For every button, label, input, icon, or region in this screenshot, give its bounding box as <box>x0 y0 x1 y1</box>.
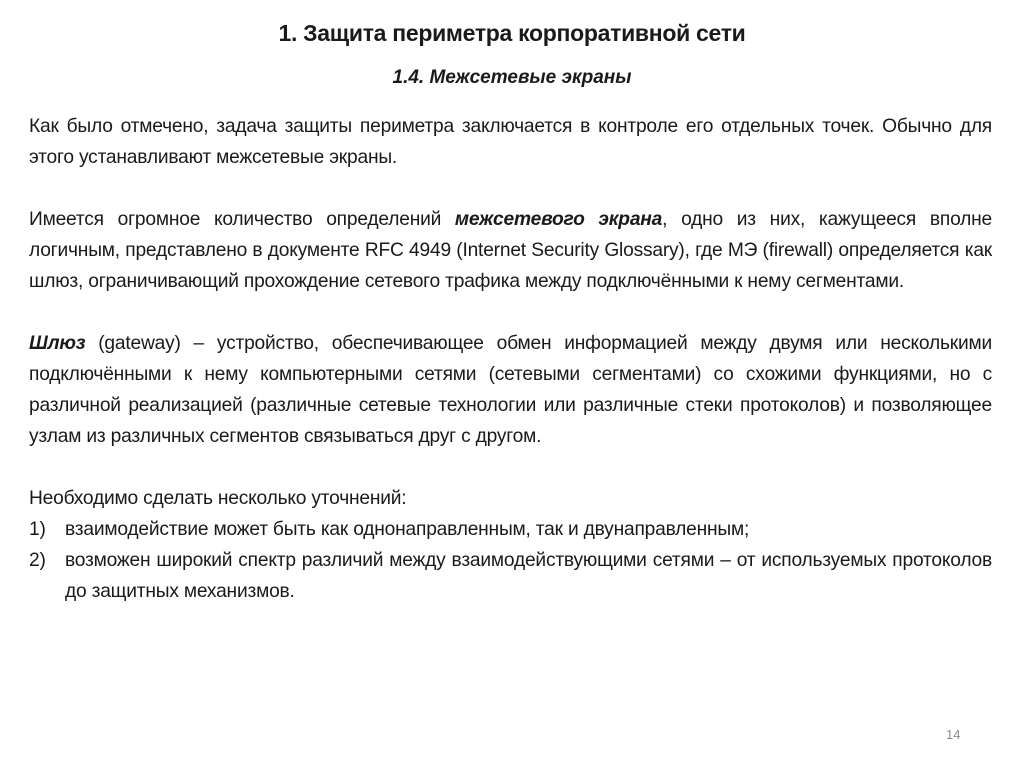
list-item-text: взаимодействие может быть как однонаправленным, так и двунаправленным; <box>65 519 750 540</box>
list-item-number: 2) <box>29 550 46 571</box>
paragraph-firewall-definition <box>29 204 992 297</box>
paragraph-text: (gateway) – устройство, обеспечивающее обмен информацией между двумя или несколькими подключёнными к нему компьютерными сетями (сетевыми сегментами) со схожими функциями, но с различной реализацией (различные сетевые технологии или различные стеки протоколов) и позволяющее узлам из различных сегментов связываться друг с другом. <box>29 333 992 447</box>
slide-body <box>29 111 992 607</box>
term-gateway: Шлюз <box>29 333 86 354</box>
term-firewall: межсетевого экрана <box>454 209 663 230</box>
list-item-number: 1) <box>29 519 46 540</box>
slide-title: 1. Защита периметра корпоративной сети <box>278 20 746 46</box>
clarifications-list <box>29 514 992 607</box>
list-item <box>29 514 992 545</box>
paragraph-gateway-definition <box>29 328 992 452</box>
slide-subtitle: 1.4. Межсетевые экраны <box>392 67 632 88</box>
paragraph-intro: Как было отмечено, задача защиты периметра заключается в контроле его отдельных точек. Обычно для этого устанавливают межсетевые экраны. <box>29 116 992 168</box>
paragraph-clarifications: Необходимо сделать несколько уточнений: <box>29 488 407 509</box>
list-item-text: возможен широкий спектр различий между взаимодействующими сетями – от используемых протоколов до защитных механизмов. <box>65 550 992 602</box>
paragraph-text: Имеется огромное количество определений <box>29 209 455 230</box>
paragraph-text: , одно из них, кажущееся вполне логичным, представлено в документе RFC 4949 (Internet Security Glossary), где МЭ (firewall) определяется как шлюз, ограничивающий прохождение сетевого трафика между подключёнными к нему сегментами. <box>29 209 993 292</box>
list-item <box>29 545 992 607</box>
page-number: 14 <box>946 727 961 742</box>
